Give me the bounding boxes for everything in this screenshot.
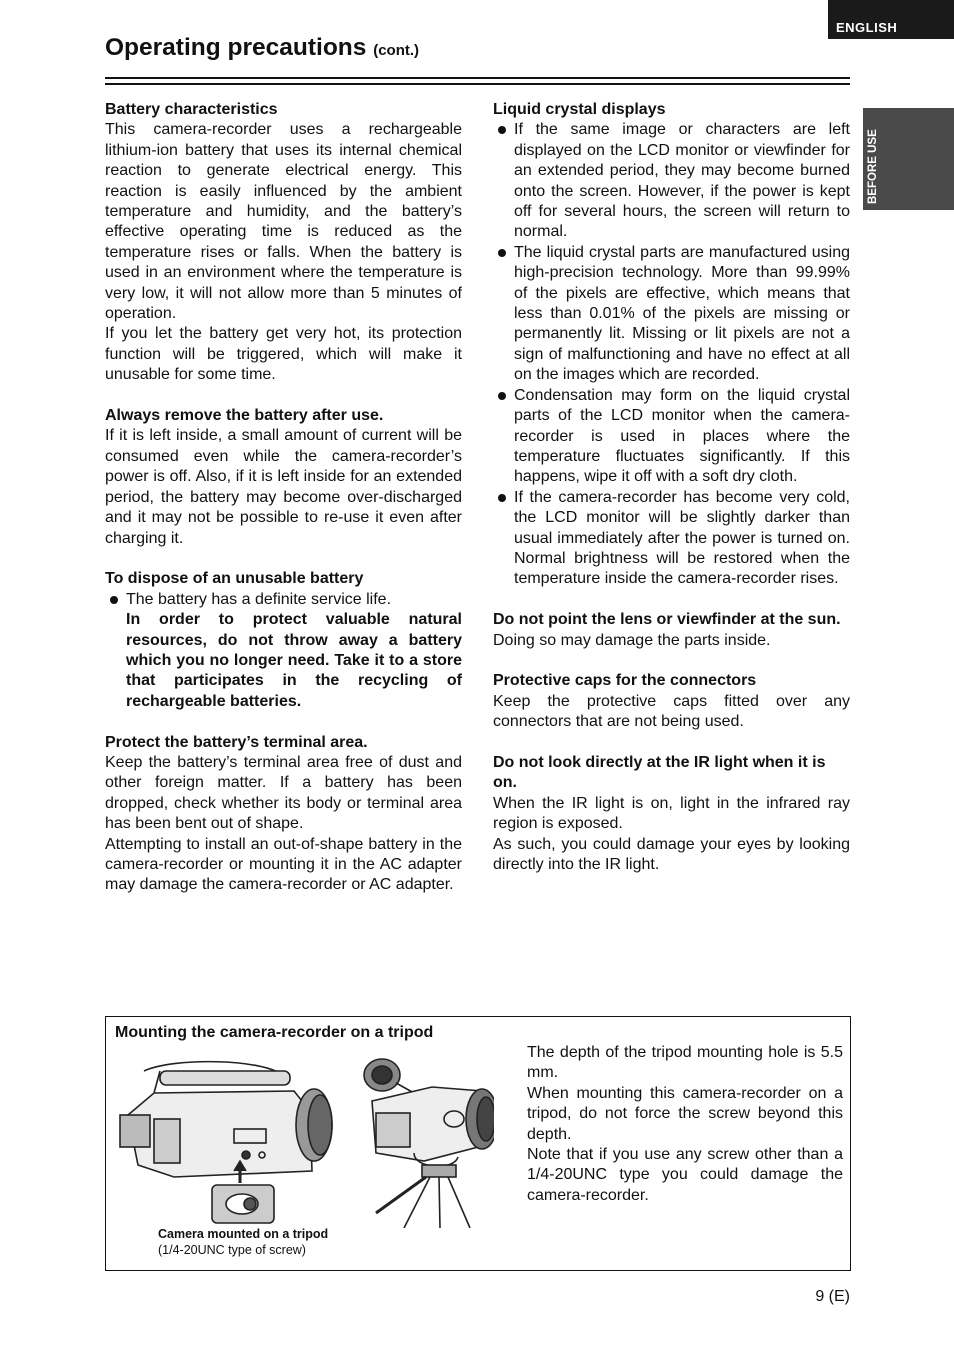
- left-column: [105, 100, 462, 896]
- section-tab: [863, 108, 954, 210]
- lcd-bullet-4: If the camera-recorder has become very cold, the LCD monitor will be slightly darker than usual immediately after the power is turned on. Normal brightness will be restored when the temperature inside the camera-recorder rises.: [493, 488, 850, 590]
- lcd-bullet-1: If the same image or characters are left displayed on the LCD monitor or viewfinder for an extended period, they may become burned onto the screen. However, if the power is kept off for several hours, the screen will return to normal.: [493, 120, 850, 242]
- ir-paragraph-1: When the IR light is on, light in the infrared ray region is exposed.: [493, 794, 850, 833]
- tripod-heading: Mounting the camera-recorder on a tripod: [115, 1024, 434, 1041]
- title-rule-top: [105, 77, 850, 79]
- right-column: [493, 100, 850, 875]
- caps-paragraph: Keep the protective caps fitted over any connectors that are not being used.: [493, 692, 850, 731]
- sun-paragraph: Doing so may damage the parts inside.: [493, 631, 771, 649]
- dispose-heading: To dispose of an unusable battery: [105, 570, 364, 588]
- title-rule-bottom: [105, 83, 850, 85]
- remove-heading: Always remove the battery after use.: [105, 407, 384, 425]
- lcd-list: [493, 120, 850, 589]
- camera-bottom-view-drawing: [120, 1062, 332, 1223]
- tripod-box: [105, 1016, 851, 1271]
- page-title-suffix: (cont.): [373, 42, 420, 59]
- dispose-bullet: The battery has a definite service life.: [105, 590, 462, 610]
- page-title: [105, 34, 419, 62]
- camera-on-tripod-drawing: [364, 1059, 494, 1228]
- tripod-depth: The depth of the tripod mounting hole is 5.5 mm.: [527, 1044, 843, 1082]
- page-title-main: Operating precautions: [105, 34, 367, 61]
- ir-paragraph-2: As such, you could damage your eyes by looking directly into the IR light.: [493, 835, 850, 873]
- language-tab: [828, 0, 954, 39]
- terminal-heading: Protect the battery’s terminal area.: [105, 733, 368, 751]
- caption-subtitle: (1/4-20UNC type of screw): [158, 1243, 306, 1257]
- section-tab-label: BEFORE USE: [867, 129, 879, 204]
- dispose-list: [105, 590, 462, 610]
- tripod-caption: [158, 1226, 328, 1258]
- tripod-force-warning: When mounting this camera-recorder on a tripod, do not force the screw beyond this depth.: [527, 1084, 843, 1143]
- lcd-bullet-3: Condensation may form on the liquid crystal parts of the LCD monitor when the camera-recorder is used in places where the temperature fluctuates significantly. If this happens, wipe it off with a soft dry cloth.: [493, 386, 850, 488]
- battery-paragraph-2: If you let the battery get very hot, its protection function will be triggered, which will make it unusable for some time.: [105, 325, 462, 384]
- caption-title: Camera mounted on a tripod: [158, 1227, 329, 1241]
- lcd-bullet-2: The liquid crystal parts are manufactured using high-precision technology. More than 99.99% of the pixels are effective, which means that less than 0.01% of the pixels are missing or permanently lit. Missing or lit pixels are not a sign of malfunctioning and have no effect at all on the images which are recorded.: [493, 243, 850, 386]
- terminal-paragraph-2: Attempting to install an out-of-shape battery in the camera-recorder or mounting it in the AC adapter may damage the camera-recorder or AC adapter.: [105, 835, 462, 894]
- ir-heading: Do not look directly at the IR light when it is on.: [493, 753, 826, 792]
- terminal-paragraph-1: Keep the battery’s terminal area free of dust and other foreign matter. If a battery has been dropped, check whether its body or terminal area has been bent out of shape.: [105, 753, 462, 833]
- sun-heading: Do not point the lens or viewfinder at the sun.: [493, 611, 841, 629]
- caps-heading: Protective caps for the connectors: [493, 672, 757, 690]
- battery-heading: Battery characteristics: [105, 101, 278, 118]
- lcd-heading: Liquid crystal displays: [493, 101, 666, 118]
- remove-paragraph: If it is left inside, a small amount of current will be consumed even while the camera-recorder’s power is off. Also, if it is left inside for an extended period, the battery may become over-discharged and it may not be possible to re-use it even after charging it.: [105, 427, 462, 547]
- page-number: 9 (E): [815, 1288, 850, 1305]
- language-label: ENGLISH: [836, 20, 898, 35]
- dispose-recycle-note: In order to protect valuable natural resources, do not throw away a battery which you no longer need. Take it to a store that participates in the recycling of rechargeable batteries.: [126, 611, 462, 710]
- camera-tripod-illustration: [114, 1053, 494, 1228]
- battery-paragraph-1: This camera-recorder uses a rechargeable lithium-ion battery that uses its internal chemical reaction to generate electrical energy. This reaction is easily influenced by the ambient temperature and humidity, and the battery’s effective operating time is reduced as the temperature rises or falls. When the battery is used in an environment where the temperature is very low, it will not allow more than 5 minutes of operation.: [105, 121, 462, 323]
- tripod-screw-warning: Note that if you use any screw other than a 1/4-20UNC type you could damage the camera-recorder.: [527, 1146, 843, 1204]
- tripod-note: [527, 1043, 843, 1206]
